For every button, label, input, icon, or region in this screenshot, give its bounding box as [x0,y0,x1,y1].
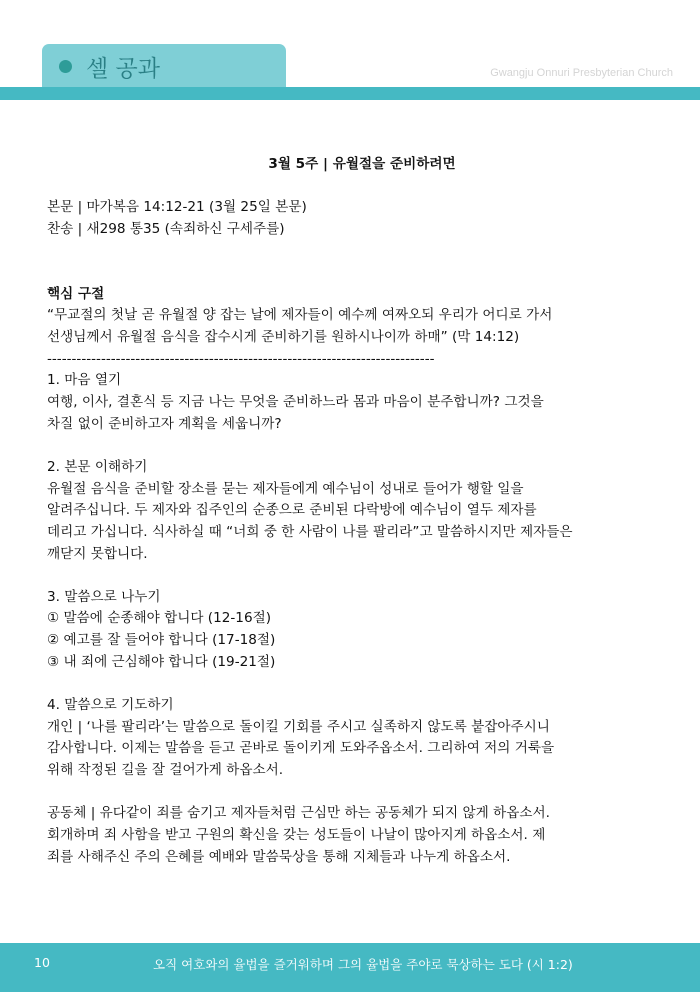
section-heading: 3. 말씀으로 나누기 [47,588,161,605]
section-heading: 4. 말씀으로 기도하기 [47,697,174,714]
section-heading: 1. 마음 열기 [47,372,122,389]
section-line: 감사합니다. 이제는 말씀을 듣고 곧바로 돌이키게 도와주옵소서. 그리하여 저의 거룩을 [47,740,555,757]
scripture-info: 본문 | 마가복음 14:12-21 (3월 25일 본문) [47,199,307,216]
divider: ------------------------------------------------------------------------------- [47,350,435,367]
church-name: Gwangju Onnuri Presbyterian Church [490,67,673,79]
key-verse-line: 선생님께서 유월절 음식을 잡수시게 준비하기를 원하시나이까 하매” (막 14:12) [47,329,520,346]
section-heading: 2. 본문 이해하기 [47,458,148,475]
lesson-title: 3월 5주 | 유월절을 준비하려면 [268,156,456,172]
section-line: 알려주십니다. 두 제자와 집주인의 순종으로 준비된 다락방에 예수님이 열두 제자를 [47,502,537,519]
hymn-info: 찬송 | 새298 통35 (속죄하신 구세주를) [47,220,285,237]
section-line: ① 말씀에 순종해야 합니다 (12-16절) [47,610,272,627]
header-bar [0,87,700,100]
section-line: 여행, 이사, 결혼식 등 지금 나는 무엇을 준비하느라 몸과 마음이 분주합니까? 그것을 [47,394,544,411]
page-number: 10 [34,955,50,970]
footer-motto: 오직 여호와의 율법을 즐거워하며 그의 율법을 주야로 묵상하는 도다 (시 1:2) [153,957,573,972]
section-line: 유월절 음식을 준비할 장소를 묻는 제자들에게 예수님이 성내로 들어가 행할 일을 [47,480,524,497]
bullet-dot-icon [59,60,72,73]
footer-band [0,943,700,992]
section-line: ③ 내 죄에 근심해야 합니다 (19-21절) [47,653,276,670]
key-verse-line: “무교절의 첫날 곧 유월절 양 잡는 날에 제자들이 예수께 여짜오되 우리가 어디로 가서 [47,307,553,324]
section-line: 데리고 가십니다. 식사하실 때 “너희 중 한 사람이 나를 팔리라”고 말씀하시지만 제자들은 [47,523,573,540]
section-line: 죄를 사해주신 주의 은혜를 예배와 말씀묵상을 통해 지체들과 나누게 하옵소서. [47,848,511,865]
section-line: 공동체 | 유다같이 죄를 숨기고 제자들처럼 근심만 하는 공동체가 되지 않게 하옵소서. [47,805,550,822]
section-line: 회개하며 죄 사함을 받고 구원의 확신을 갖는 성도들이 나날이 많아지게 하옵소서. 제 [47,826,546,843]
section-line: 개인 | ‘나를 팔리라’는 말씀으로 돌이킬 기회를 주시고 실족하지 않도록 붙잡아주시니 [47,718,550,735]
section-line: 위해 작정된 길을 잘 걸어가게 하옵소서. [47,761,284,778]
section-title: 셀 공과 [86,56,160,82]
section-line: 차질 없이 준비하고자 계획을 세웁니까? [47,415,282,432]
section-tab [42,44,286,88]
lesson-content [47,154,677,868]
section-line: ② 예고를 잘 들어야 합니다 (17-18절) [47,632,276,649]
key-verse-heading: 핵심 구절 [47,285,105,302]
section-line: 깨닫지 못합니다. [47,545,148,562]
